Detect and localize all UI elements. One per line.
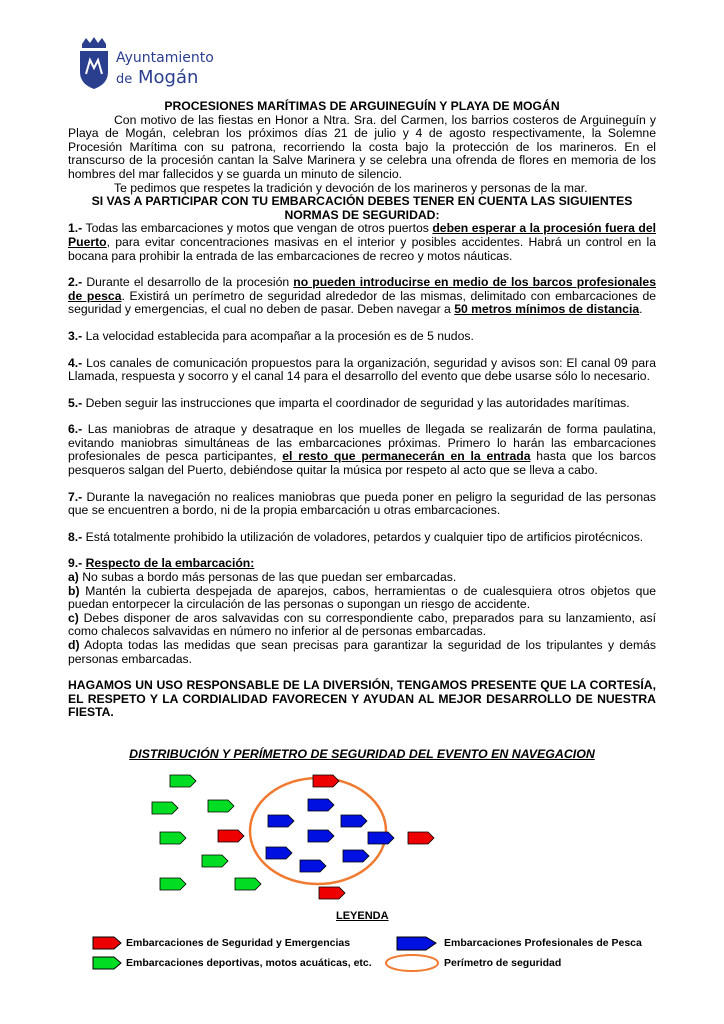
blue-boat-legend-icon [396,936,438,951]
rule-number: 1.- [68,221,83,236]
rule-3 [68,330,656,344]
rule-number: 9.- [68,556,83,571]
red-boat-legend-icon [92,936,122,950]
green-boat-icon [202,855,228,867]
green-boat-icon [208,800,234,812]
legend-perimeter-label: Perímetro de seguridad [444,957,562,969]
navigation-diagram [0,765,724,905]
blue-boat-icon [266,847,292,859]
rule-1 [68,222,656,263]
rule-number: 7.- [68,489,83,504]
document-title: PROCESIONES MARÍTIMAS DE ARGUINEGUÍN Y PLAYA DE MOGÁN [164,99,560,113]
logo-line2 [116,67,198,88]
rule-text: La velocidad establecida para acompañar a la procesión es de 5 nudos. [82,328,474,343]
blue-boat-icon [308,830,334,842]
green-boat-icon [235,878,261,890]
rule-text: . [639,302,643,317]
red-boat-icon [313,775,339,787]
blue-boat-icon [300,860,326,872]
closing-statement: HAGAMOS UN USO RESPONSABLE DE LA DIVERSIÓN, TENGAMOS PRESENTE QUE LA CORTESÍA, EL RESPETO Y LA CORDIALIDAD FAVORECEN Y AYUDAN AL MEJOR DESARROLLO DE NUESTRA FIESTA. [68,678,656,720]
red-boat-icon [218,830,244,842]
blue-boat-icon [268,815,294,827]
legend-blue-label: Embarcaciones Profesionales de Pesca [444,937,642,949]
blue-boat-icon [343,850,369,862]
rule-number: 6.- [68,422,83,437]
sub-key: d) [68,638,80,652]
rule-text: hasta que los barcos pesqueros salgan del Puerto, debiéndose quitar la música por respeto al acto que se lleva a cabo. [68,449,657,478]
green-boat-icon [152,802,178,814]
rule-number: 3.- [68,328,83,343]
green-boat-icon [170,775,196,787]
legend-title: LEYENDA [336,910,389,922]
rule-emphasis: el resto que permanecerán en la entrada [282,449,531,464]
rule-text: Las maniobras de atraque y desatraque en los muelles de llegada se realizarán de forma paulatina, evitando maniobras simultáneas de las embarcaciones próximas. Primero lo harán las embarcaciones profesionales de pesca participantes, [68,422,656,464]
sub-key: a) [68,570,79,585]
perimeter-legend-icon [384,953,440,973]
rule-9 [68,557,656,571]
legend-green-label: Embarcaciones deportivas, motos acuáticas, etc. [126,957,372,969]
logo-name: Mogán [137,67,199,88]
red-boat-icon [408,832,434,844]
municipality-logo [76,36,216,94]
rule-text: . Existirá un perímetro de seguridad alrededor de las mismas, delimitado con embarcaciones de seguridad y emergencias, el cual no deben de pasar. Deben navegar a [68,288,656,317]
rule-emphasis: 50 metros mínimos de distancia [454,302,640,317]
rule-number: 8.- [68,529,83,544]
rule-7 [68,491,656,518]
green-boat-icon [160,878,186,890]
logo-line1: Ayuntamiento [116,50,214,66]
sub-key: b) [68,583,80,598]
rule-text: Los canales de comunicación propuestos para la organización, seguridad y avisos son: El canal 09 para Llamada, respuesta y socorro y el canal 14 para el desarrollo del evento que debe usarse sólo lo necesario. [68,355,656,384]
rule-text: Deben seguir las instrucciones que imparta el coordinador de seguridad y las autoridades marítimas. [82,395,630,410]
document-body [68,100,656,720]
rule-text: Durante la navegación no realices maniobras que pueda poner en peligro la seguridad de las personas que se encuentren a bordo, ni de la propia embarcación u otras embarcaciones. [68,489,656,518]
rule-number: 5.- [68,395,83,410]
blue-boat-icon [368,832,394,844]
sub-text: Mantén la cubierta despejada de aparejos, cabos, herramientas o de cualesquiera otros objetos que puedan entorpecer la circulación de las personas o supongan un riesgo de accidente. [68,583,656,612]
rule-9-a [68,571,656,585]
intro-paragraph: Con motivo de las fiestas en Honor a Ntra. Sra. del Carmen, los barrios costeros de Arguineguín y Playa de Mogán, celebran los próximos días 21 de julio y 4 de agosto respectivamente, la Solemne Procesión Marítima con su patrona, recorriendo la costa bajo la protección de los marineros. En el transcurso de la procesión cantan la Salve Marinera y se celebra una ofrenda de flores en memoria de los hombres del mar fallecidos y se guarda un minuto de silencio. [68,112,656,181]
rule-4 [68,357,656,384]
rule-number: 2.- [68,275,83,290]
blue-boat-icon [308,799,334,811]
rule-text: , para evitar concentraciones masivas en el interior y posibles accidentes. Habrá un control en la bocana para prohibir la entrada de las embarcaciones de recreo y motos náuticas. [68,234,656,263]
green-boat-icon [160,832,186,844]
red-boat-icon [319,887,345,899]
sub-text: No subas a bordo más personas de las que puedan ser embarcadas. [78,570,457,585]
safety-warning: SI VAS A PARTICIPAR CON TU EMBARCACIÓN DEBES TENER EN CUENTA LAS SIGUIENTES NORMAS DE SEGURIDAD: [91,194,633,222]
rule-emphasis: deben esperar a la procesión fuera del Puerto [68,221,656,249]
request-paragraph: Te pedimos que respetes la tradición y devoción de los marineros y personas de la mar. [114,180,588,195]
green-boat-legend-icon [92,956,122,970]
rule-emphasis: Respecto de la embarcación: [85,556,255,571]
rule-text: Todas las embarcaciones y motos que vengan de otros puertos [82,221,433,236]
coat-of-arms-icon [76,36,112,90]
sub-key: c) [68,610,79,625]
rule-emphasis: no pueden introducirse en medio de los barcos profesionales de pesca [68,275,656,303]
sub-text: Adopta todas las medidas que sean precisas para garantizar la seguridad de los tripulantes y demás personas embarcadas. [68,638,656,666]
legend-red-label: Embarcaciones de Seguridad y Emergencias [126,937,351,949]
rule-8 [68,531,656,545]
rule-number: 4.- [68,355,83,370]
blue-boat-icon [341,815,367,827]
rule-text: Durante el desarrollo de la procesión [82,275,294,290]
diagram-title: DISTRIBUCIÓN Y PERÍMETRO DE SEGURIDAD DEL EVENTO EN NAVEGACION [129,747,595,761]
rule-9-d [68,639,656,666]
rule-9-b [68,585,656,612]
sub-text: Debes disponer de aros salvavidas con su correspondiente cabo, preparados para su lanzamiento, así como chalecos salvavidas en número no inferior al de personas embarcadas. [68,610,656,639]
rule-9-c [68,612,656,639]
rule-text: Está totalmente prohibido la utilización de voladores, petardos y cualquier tipo de artificios pirotécnicos. [82,529,644,544]
rule-2 [68,276,656,317]
logo-de: de [116,72,133,87]
rule-6 [68,423,656,477]
rule-5 [68,397,656,411]
